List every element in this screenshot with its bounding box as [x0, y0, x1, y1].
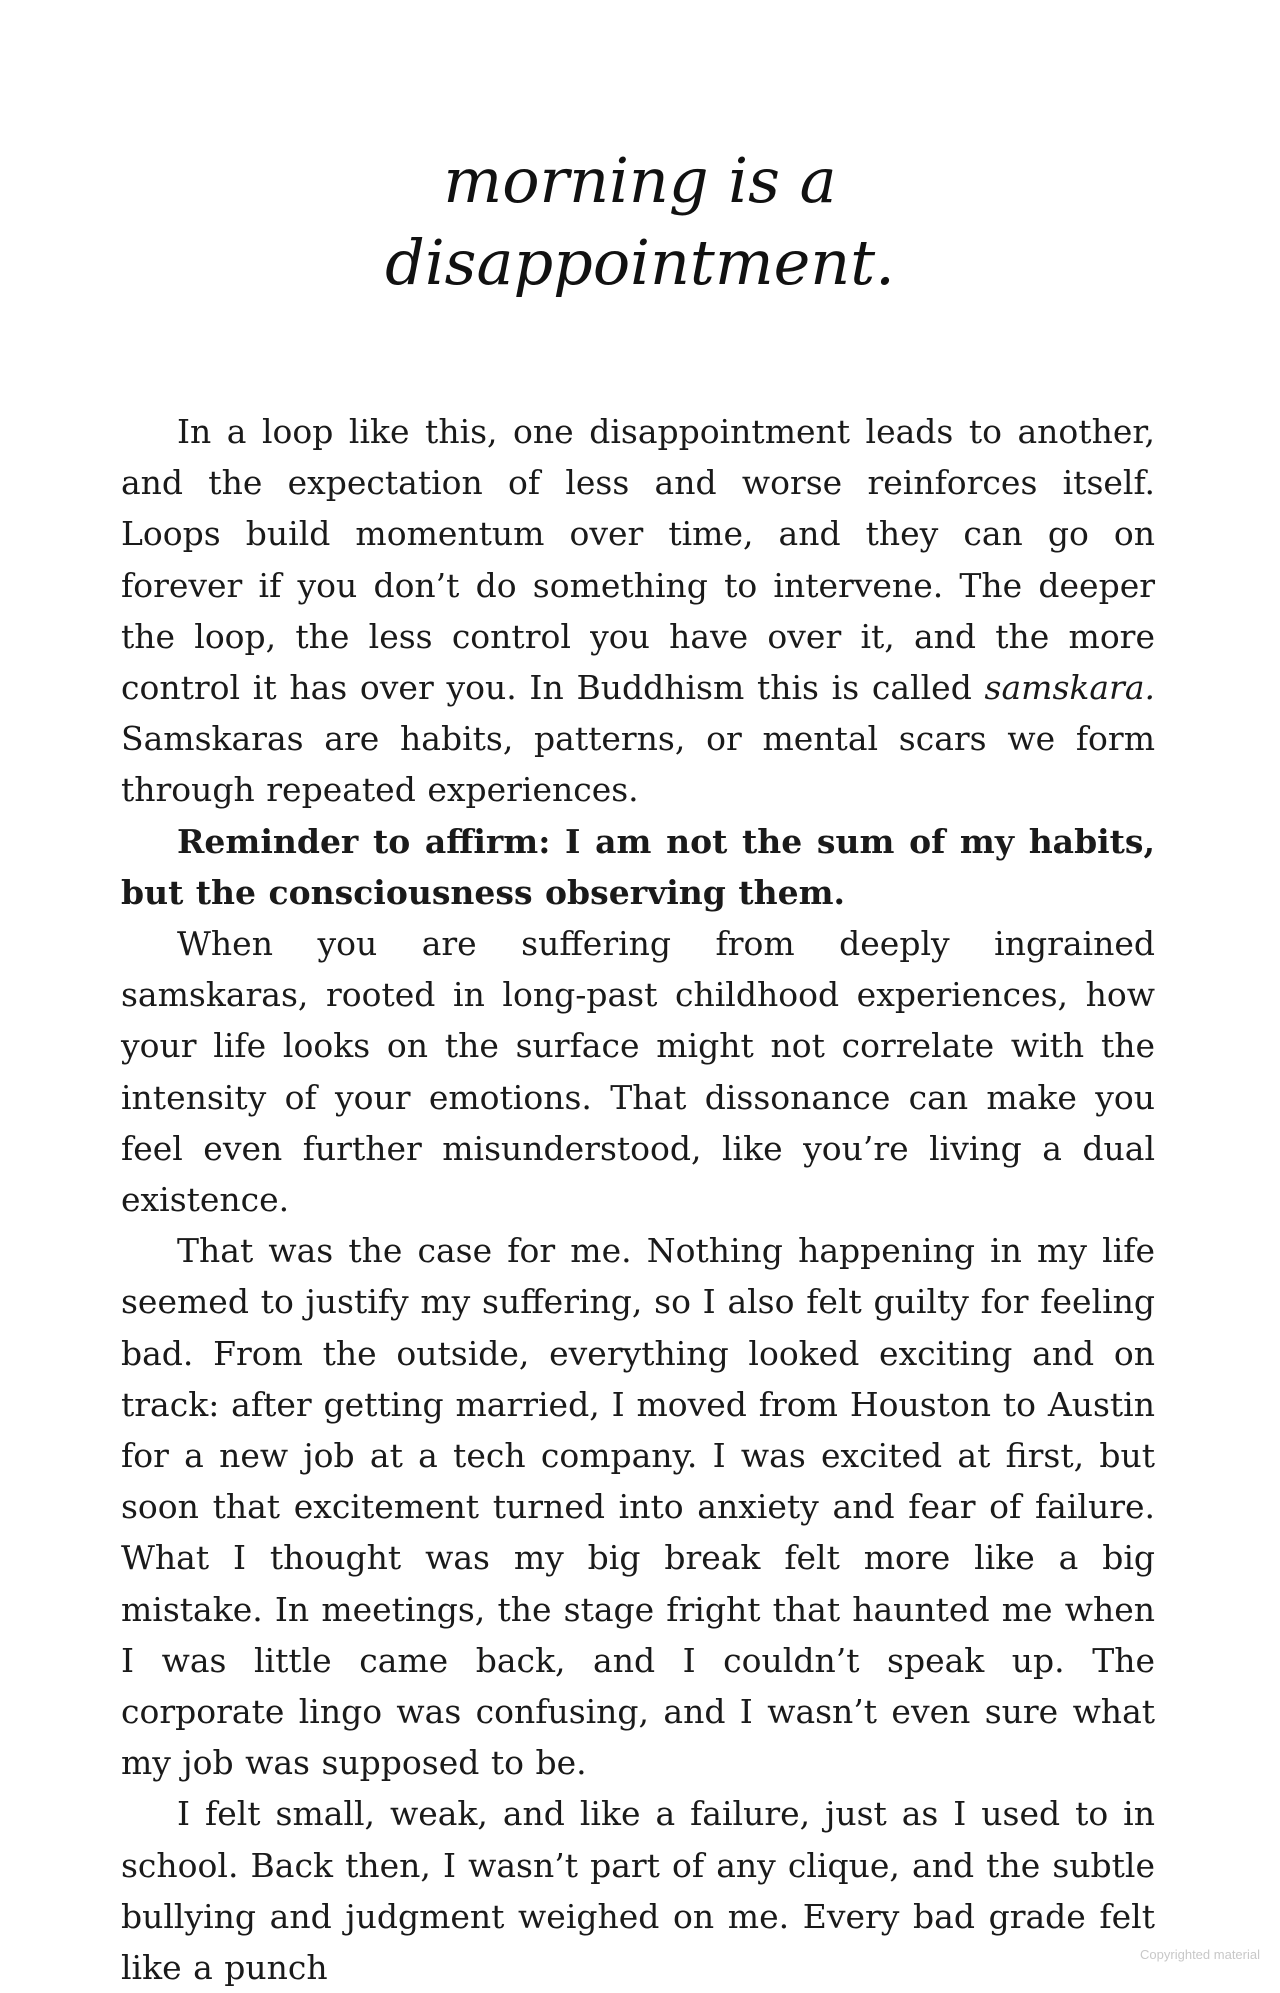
paragraph-3: When you are suffering from deeply ingrained samskaras, rooted in long-past childhood experiences, how your life looks on the surface might not correlate with the intensity of your emotions. That dissonance can make you feel even further misunderstood, like you’re living a dual existence. [121, 924, 1155, 1220]
affirmation-reminder: Reminder to affirm: I am not the sum of my habits, but the consciousness observing them. [121, 821, 1155, 912]
paragraph-5: I felt small, weak, and like a failure, just as I used to in school. Back then, I wasn’t part of any clique, and the subtle bullying and judgment weighed on me. Every bad grade felt like a punch [121, 1794, 1155, 1988]
paragraph-1-text-a: In a loop like this, one disappointment leads to another, and the expectation of less and worse reinforces itself. Loops build momentum over time, and they can go on forever if you don’t do something to intervene. The deeper the loop, the less control you have over it, and the more control it has over you. In Buddhism this is called [121, 412, 1155, 708]
paragraph-1 [121, 406, 1155, 816]
paragraph-1-text-b: Samskaras are habits, patterns, or mental scars we form through repeated experiences. [121, 719, 1155, 810]
samskara-term: samskara. [984, 668, 1155, 708]
body-text [121, 406, 1155, 1993]
chapter-heading-line-1: morning is a [443, 144, 837, 217]
copyright-mark: Copyrighted material [1140, 1947, 1260, 1962]
chapter-heading-line-2: disappointment. [385, 226, 895, 299]
paragraph-4: That was the case for me. Nothing happening in my life seemed to justify my suffering, so I also felt guilty for feeling bad. From the outside, everything looked exciting and on track: after getting married, I moved from Houston to Austin for a new job at a tech company. I was excited at first, but soon that excitement turned into anxiety and fear of failure. What I thought was my big break felt more like a big mistake. In meetings, the stage fright that haunted me when I was little came back, and I couldn’t speak up. The corporate lingo was confusing, and I wasn’t even sure what my job was supposed to be. [121, 1231, 1155, 1783]
